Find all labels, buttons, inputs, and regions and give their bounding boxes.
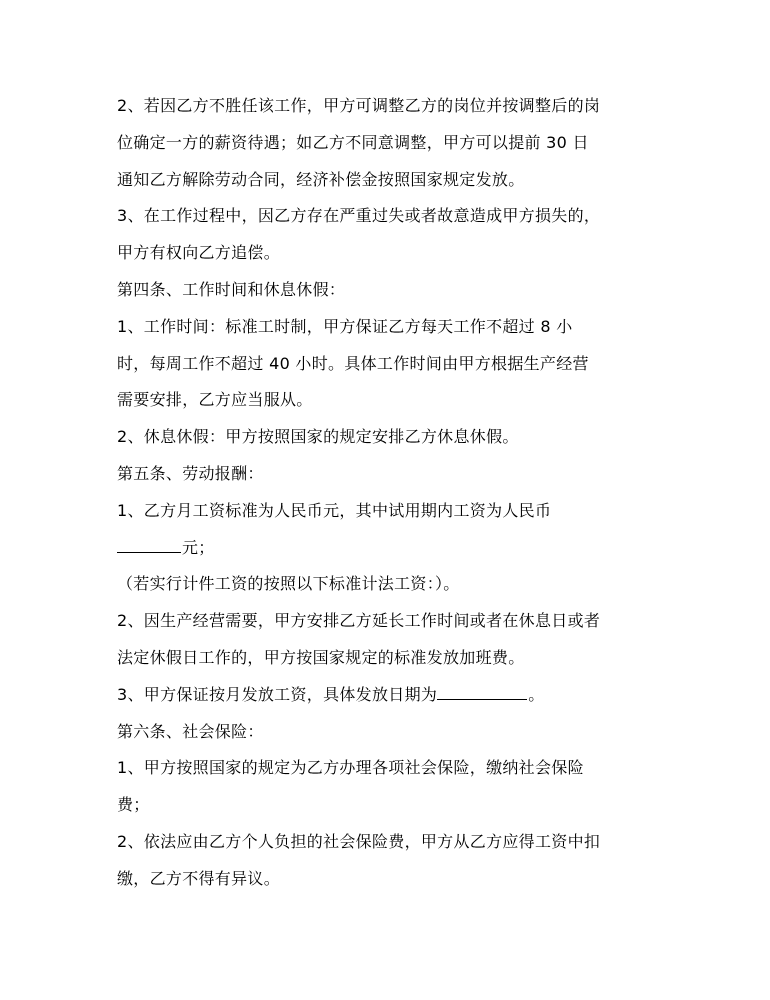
- text-line: 3、在工作过程中，因乙方存在严重过失或者故意造成甲方损失的，: [117, 206, 601, 226]
- blank-suffix: 元；: [182, 537, 215, 557]
- fill-in-blank: [437, 681, 527, 700]
- text-line: 1、甲方按照国家的规定为乙方办理各项社会保险，缴纳社会保险: [117, 758, 584, 778]
- text-line: 1、乙方月工资标准为人民币元，其中试用期内工资为人民币: [117, 500, 552, 520]
- text-line: 2、若因乙方不胜任该工作，甲方可调整乙方的岗位并按调整后的岗: [117, 96, 601, 115]
- fill-in-line: [117, 530, 662, 567]
- text-line: 1、工作时间：标准工时制，甲方保证乙方每天工作不超过 8 小: [117, 316, 573, 336]
- blank-prefix: 3、甲方保证按月发放工资，具体发放日期为: [117, 684, 438, 704]
- text-line: 2、因生产经营需要，甲方安排乙方延长工作时间或者在休息日或者: [117, 611, 601, 631]
- text-line: （若实行计件工资的按照以下标准计法工资：）。: [117, 574, 460, 594]
- text-line: 2、依法应由乙方个人负担的社会保险费，甲方从乙方应得工资中扣: [117, 831, 601, 851]
- text-line: 通知乙方解除劳动合同，经济补偿金按照国家规定发放。: [117, 169, 525, 189]
- document-body: [117, 88, 662, 898]
- blank-suffix: 。: [528, 684, 545, 704]
- section-heading: 第六条、社会保险：: [117, 721, 264, 741]
- text-line: 法定休假日工作的，甲方按国家规定的标准发放加班费。: [117, 647, 525, 667]
- section-heading: 第四条、工作时间和休息休假：: [117, 279, 346, 299]
- text-line: 需要安排，乙方应当服从。: [117, 390, 313, 410]
- text-line: 甲方有权向乙方追偿。: [117, 243, 281, 263]
- text-line: 时，每周工作不超过 40 小时。具体工作时间由甲方根据生产经营: [117, 353, 589, 373]
- text-line: 2、休息休假：甲方按照国家的规定安排乙方休息休假。: [117, 427, 519, 447]
- text-line: 位确定一方的薪资待遇；如乙方不同意调整，甲方可以提前 30 日: [117, 132, 589, 152]
- text-line: 缴，乙方不得有异议。: [117, 868, 281, 888]
- fill-in-blank: [117, 534, 181, 553]
- section-heading: 第五条、劳动报酬：: [117, 463, 264, 483]
- text-line: 费；: [117, 795, 150, 815]
- fill-in-line: [117, 677, 662, 714]
